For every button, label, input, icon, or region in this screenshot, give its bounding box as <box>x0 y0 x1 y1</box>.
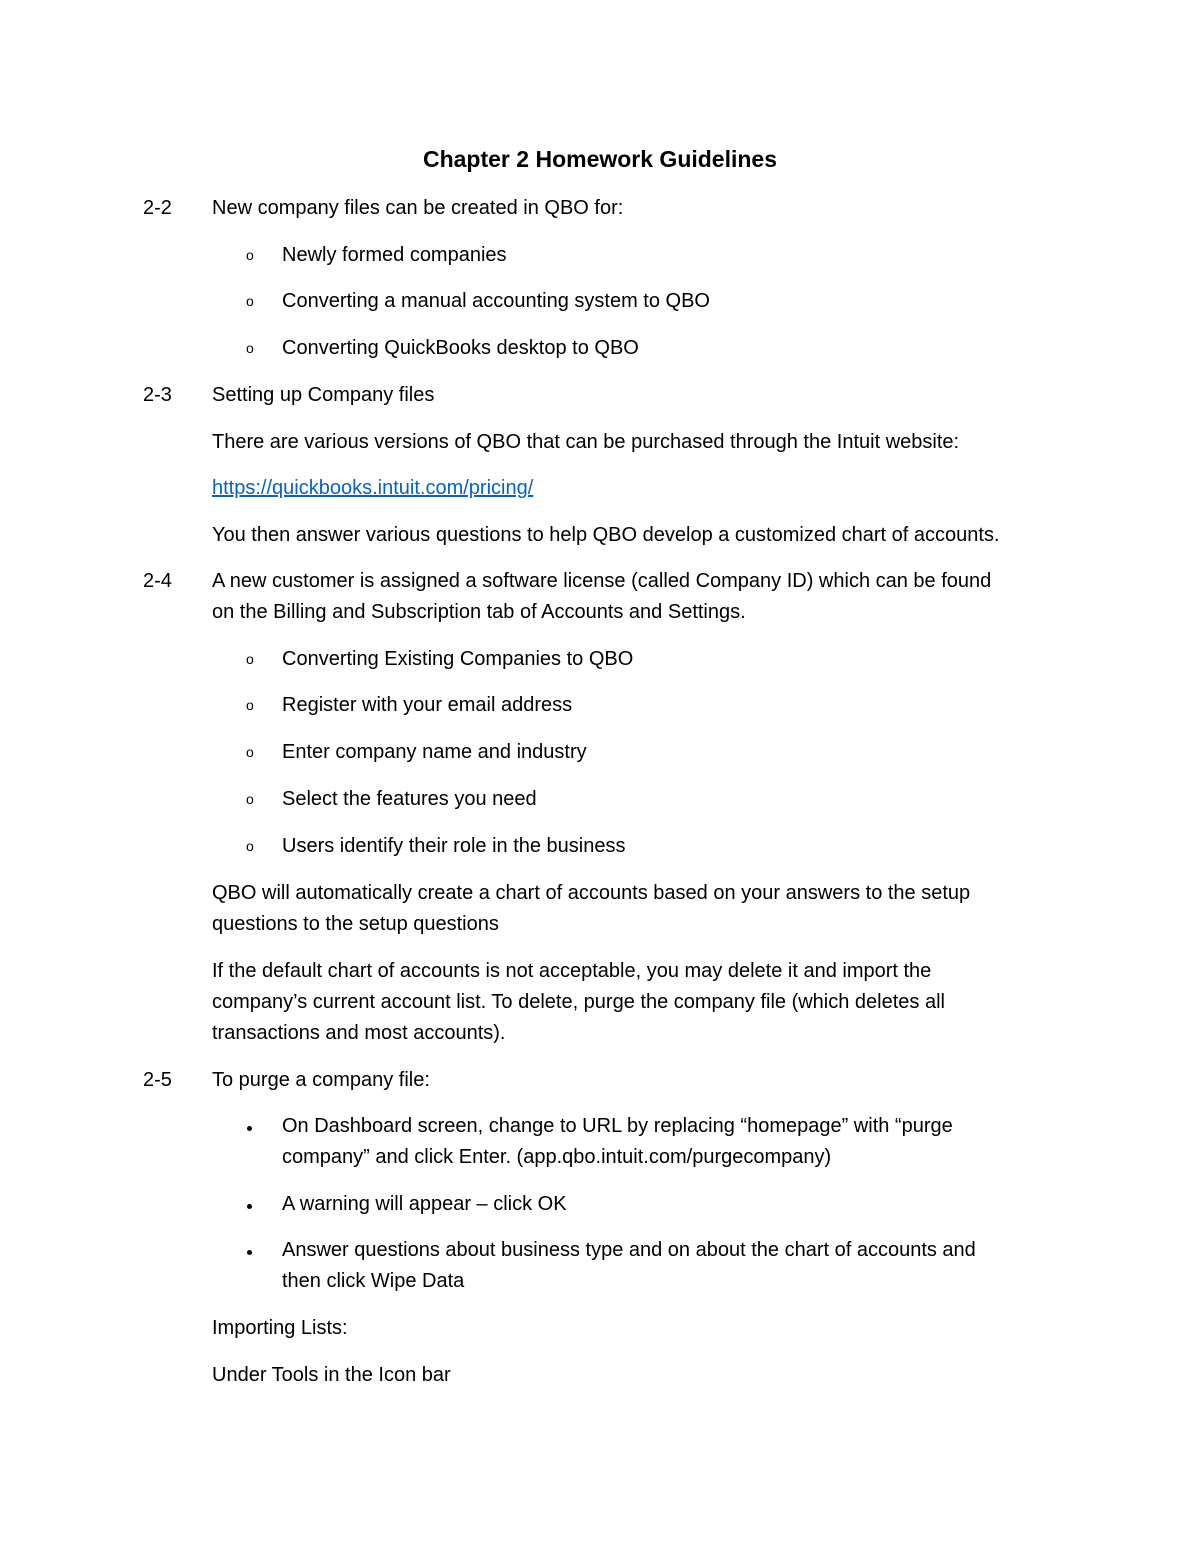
section-2-4-paragraph: transactions and most accounts). <box>212 1022 506 1044</box>
list-item: Register with your email address <box>282 694 573 716</box>
list-item: Select the features you need <box>282 788 537 810</box>
section-2-4-paragraph: questions to the setup questions <box>212 913 499 935</box>
section-number-2-5: 2-5 <box>143 1069 172 1091</box>
circle-bullet-icon: o <box>246 697 254 713</box>
section-number-2-4: 2-4 <box>143 570 172 592</box>
section-2-5-text: To purge a company file: <box>212 1069 430 1091</box>
section-2-3-paragraph: You then answer various questions to help QBO develop a customized chart of accounts. <box>212 524 1000 546</box>
circle-bullet-icon: o <box>246 247 254 263</box>
bullet-dot-icon <box>247 1250 252 1255</box>
circle-bullet-icon: o <box>246 293 254 309</box>
list-item: Enter company name and industry <box>282 741 587 763</box>
list-item: Newly formed companies <box>282 244 507 266</box>
circle-bullet-icon: o <box>246 791 254 807</box>
circle-bullet-icon: o <box>246 651 254 667</box>
list-item: Users identify their role in the business <box>282 835 626 857</box>
section-2-4-paragraph: QBO will automatically create a chart of accounts based on your answers to the setup <box>212 882 971 904</box>
list-item: Converting QuickBooks desktop to QBO <box>282 337 639 359</box>
section-2-2-text: New company files can be created in QBO for: <box>212 197 624 219</box>
list-item: On Dashboard screen, change to URL by replacing “homepage” with “purge <box>282 1115 953 1137</box>
section-2-3-paragraph: There are various versions of QBO that can be purchased through the Intuit website: <box>212 431 960 453</box>
pricing-link[interactable]: https://quickbooks.intuit.com/pricing/ <box>212 477 534 499</box>
section-2-4-text: A new customer is assigned a software license (called Company ID) which can be found <box>212 570 992 592</box>
section-2-3-heading: Setting up Company files <box>212 384 435 406</box>
circle-bullet-icon: o <box>246 340 254 356</box>
section-2-4-paragraph: If the default chart of accounts is not acceptable, you may delete it and import the <box>212 960 932 982</box>
page-title: Chapter 2 Homework Guidelines <box>422 146 778 172</box>
list-item: company” and click Enter. (app.qbo.intuit.com/purgecompany) <box>282 1146 832 1168</box>
section-2-4-paragraph: company’s current account list. To delete, purge the company file (which deletes all <box>212 991 945 1013</box>
circle-bullet-icon: o <box>246 744 254 760</box>
under-tools-text: Under Tools in the Icon bar <box>212 1364 451 1386</box>
list-item: Converting a manual accounting system to QBO <box>282 290 710 312</box>
list-item: then click Wipe Data <box>282 1270 465 1292</box>
circle-bullet-icon: o <box>246 838 254 854</box>
section-number-2-2: 2-2 <box>143 197 172 219</box>
bullet-dot-icon <box>247 1204 252 1209</box>
bullet-dot-icon <box>247 1126 252 1131</box>
section-number-2-3: 2-3 <box>143 384 172 406</box>
list-item: Converting Existing Companies to QBO <box>282 648 634 670</box>
importing-lists-heading: Importing Lists: <box>212 1317 348 1339</box>
section-2-4-text: on the Billing and Subscription tab of Accounts and Settings. <box>212 601 746 623</box>
list-item: A warning will appear – click OK <box>282 1193 567 1215</box>
list-item: Answer questions about business type and on about the chart of accounts and <box>282 1239 976 1261</box>
